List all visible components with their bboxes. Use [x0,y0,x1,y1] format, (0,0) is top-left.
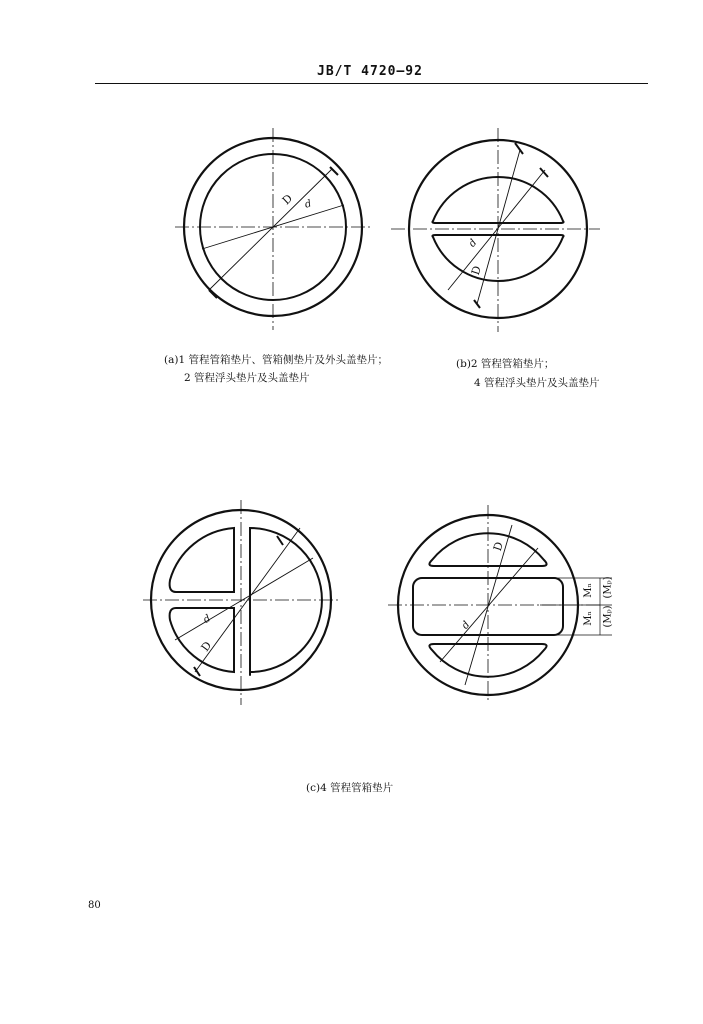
figure-a-tick [330,167,338,175]
figure-a-drawing [175,128,370,330]
figure-a-label-D: D [279,191,296,208]
standard-number: JB/T 4720—92 [317,64,423,79]
figure-a-diameter-D [209,169,332,290]
figure-d-dim-bottom: Mₙ [582,611,594,626]
figure-c-label-D: D [198,639,215,654]
figure-d-drawing [388,505,612,700]
figure-b-tick [474,300,480,308]
page-number: 80 [88,900,101,911]
figure-d-dim-bottom-alt: (Mₚ) [602,605,614,628]
figure-b-tick [540,168,548,177]
figure-b-label-d: d [466,237,480,250]
figure-c-right-opening [250,528,322,675]
figure-d-label-D: D [490,540,506,553]
figure-a-label-d: d [303,198,313,211]
figure-c-diameter-d [175,558,313,640]
figure-c-tick [277,536,283,545]
figure-d-dim-top-alt: (Mₚ) [602,576,614,599]
figure-c-drawing [143,500,340,705]
figure-d-label-d: d [459,619,473,632]
figure-a-caption-line1: (a)1 管程管箱垫片、管箱侧垫片及外头盖垫片； [164,354,388,366]
figure-c-top-left-opening [170,528,234,592]
figure-b-label-D: D [468,264,484,277]
figure-c-label-d: d [201,613,213,626]
figure-b-drawing [391,128,600,332]
figure-c-caption: (c)4 管程管箱垫片 [306,782,394,794]
figure-b-caption-line2: 4 管程浮头垫片及头盖垫片 [474,377,600,389]
figure-d-dim-top: Mₙ [582,583,594,598]
figure-a-caption-line2: 2 管程浮头垫片及头盖垫片 [184,372,310,384]
figure-b-caption-line1: (b)2 管程管箱垫片； [456,358,555,370]
